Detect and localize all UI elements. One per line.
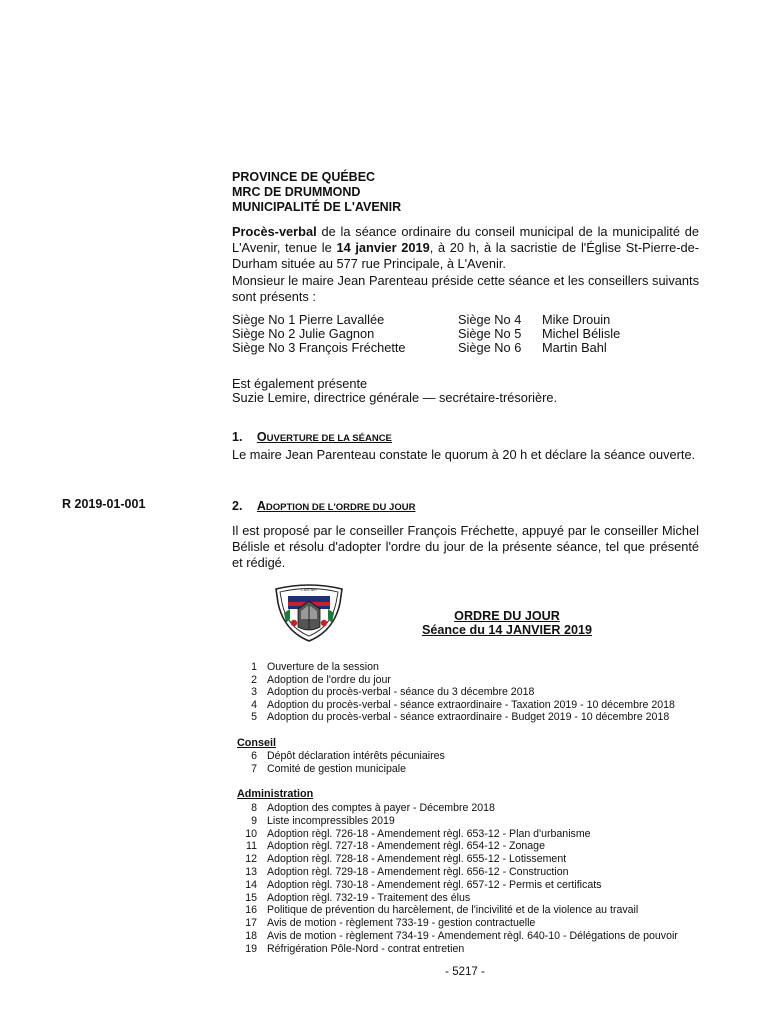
section2-text: Il est proposé par le conseiller François Fréchette, appuyé par le conseiller Michel Bélisle et résolu d'adopter l'ordre du jour de la présente séance, tel que présenté et rédigé. [232, 523, 699, 570]
municipal-crest-logo [274, 583, 344, 643]
agenda-admin-list [237, 802, 717, 958]
agenda-subtitle: Séance du 14 JANVIER 2019 [421, 623, 593, 637]
seat-2: Siège No 2 Julie Gagnon [232, 326, 375, 341]
also-present [232, 377, 557, 405]
document-header [232, 170, 401, 215]
seat-6-name: Martin Bahl [542, 340, 607, 355]
list-item: 16 Politique de prévention du harcèlement, de l'incivilité et de la violence au travail [245, 904, 639, 917]
section1-title [257, 430, 392, 444]
section1-title-initial: O [256, 430, 267, 444]
agenda-conseil-list [237, 750, 717, 776]
list-item: 6 Dépôt déclaration intérêts pécuniaires [251, 750, 445, 762]
seat-5-label: Siège No 5 [458, 326, 522, 341]
list-item: 15 Adoption règl. 732-19 - Traitement des élus [245, 891, 471, 904]
agenda-title: ORDRE DU JOUR [454, 609, 560, 623]
list-item: 4 Adoption du procès-verbal - séance extraordinaire - Taxation 2019 - 10 décembre 2018 [251, 698, 675, 711]
section2-heading [232, 497, 415, 515]
list-item: 9 Liste incompressibles 2019 [251, 814, 395, 827]
list-item: 13 Adoption règl. 729-18 - Amendement règl. 656-12 - Construction [245, 866, 569, 878]
list-item: 2 Adoption de l'ordre du jour [251, 673, 391, 686]
list-item: 14 Adoption règl. 730-18 - Amendement règl. 657-12 - Permis et certificats [245, 878, 602, 891]
seat-1: Siège No 1 Pierre Lavallée [232, 312, 385, 327]
section2-number: 2. [232, 499, 243, 513]
header-municipality: MUNICIPALITÉ DE L'AVENIR [232, 200, 402, 214]
logo-lettering: L'AVENIR [301, 588, 317, 592]
list-item: 3 Adoption du procès-verbal - séance du 3 décembre 2018 [251, 686, 535, 699]
section1-title-rest: UVERTURE DE LA SÉANCE [266, 433, 392, 444]
list-item: 7 Comité de gestion municipale [251, 762, 406, 775]
seat-4-name: Mike Drouin [542, 312, 611, 327]
intro-bold-label: Procès-verbal [232, 224, 317, 239]
intro-paragraph [232, 224, 699, 272]
section2-title-rest: DOPTION DE L'ORDRE DU JOUR [265, 502, 416, 513]
agenda-group-conseil: Conseil [237, 737, 276, 749]
seat-5-name: Michel Bélisle [542, 326, 621, 341]
list-item: 11 Adoption règl. 727-18 - Amendement règl. 654-12 - Zonage [246, 840, 545, 853]
intro-text-b: , à 20 h, à la sacristie de l'Église St-Pierre-de-Durham située au 577 rue Principale, à L'Avenir. [232, 240, 699, 271]
header-province: PROVINCE DE QUÉBEC [232, 170, 376, 184]
list-item: 5 Adoption du procès-verbal - séance extraordinaire - Budget 2019 - 10 décembre 2018 [251, 711, 670, 724]
seat-3: Siège No 3 François Fréchette [232, 340, 406, 355]
section1-number: 1. [232, 430, 243, 444]
resolution-number: R 2019-01-001 [62, 497, 146, 511]
agenda-group-administration: Administration [237, 788, 314, 800]
list-item: 12 Adoption règl. 728-18 - Amendement règl. 655-12 - Lotissement [245, 853, 567, 866]
section1-text: Le maire Jean Parenteau constate le quorum à 20 h et déclare la séance ouverte. [232, 447, 696, 462]
list-item: 10 Adoption règl. 726-18 - Amendement règl. 653-12 - Plan d'urbanisme [245, 827, 591, 840]
list-item: 19 Réfrigération Pôle-Nord - contrat entretien [245, 942, 465, 955]
intro-text-a: de la séance ordinaire du conseil municipal de la municipalité de L'Avenir, tenue le [232, 224, 699, 255]
page-number: - 5217 - [445, 966, 485, 978]
section1-heading [232, 428, 392, 446]
section2-title-initial: A [256, 499, 266, 513]
seats-right-name [542, 313, 620, 355]
list-item: 17 Avis de motion - règlement 733-19 - gestion contractuelle [245, 917, 536, 930]
seats-right-label [458, 313, 521, 355]
list-item: 8 Adoption des comptes à payer - Décembre 2018 [251, 802, 495, 814]
seats-left [232, 313, 406, 355]
seat-6-label: Siège No 6 [458, 340, 522, 355]
list-item: 18 Avis de motion - règlement 734-19 - Amendement règl. 640-10 - Délégations de pouvoir [245, 930, 678, 942]
also-present-line2: Suzie Lemire, directrice générale — secrétaire-trésorière. [232, 390, 558, 405]
header-mrc: MRC DE DRUMMOND [232, 185, 361, 199]
also-present-line1: Est également présente [232, 376, 368, 391]
intro-date: 14 janvier 2019 [336, 240, 430, 255]
agenda-title-block [380, 609, 634, 637]
section2-title [257, 499, 416, 513]
agenda-main-list [237, 661, 717, 725]
seat-4-label: Siège No 4 [458, 312, 522, 327]
presence-paragraph: Monsieur le maire Jean Parenteau préside cette séance et les conseillers suivants sont présents : [232, 273, 699, 304]
list-item: 1 Ouverture de la session [251, 661, 379, 673]
